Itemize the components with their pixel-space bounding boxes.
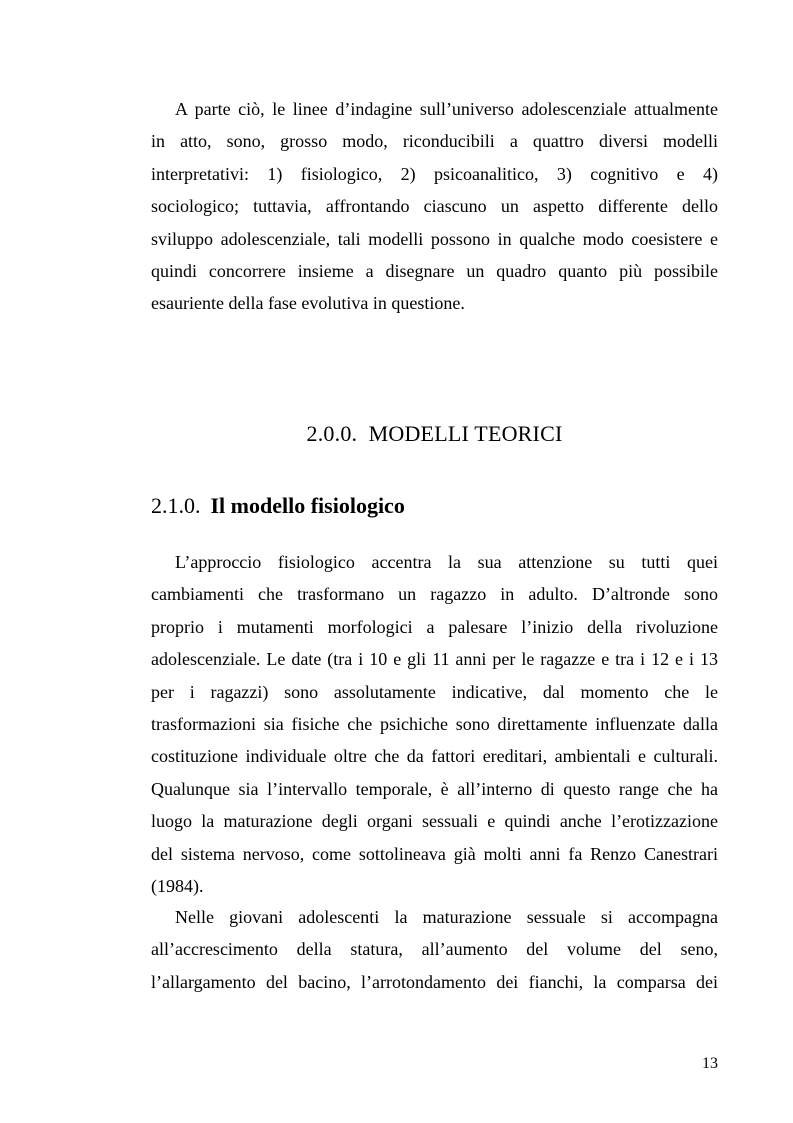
text-line: sviluppo adolescenziale, tali modelli possono in qualche modo coesistere e: [151, 228, 718, 249]
text-line: L’approccio fisiologico accentra la sua attenzione su tutti quei: [175, 552, 718, 572]
text-line: A parte ciò, le linee d’indagine sull’universo adolescenziale attualmente: [175, 99, 718, 119]
text-line: quindi concorrere insieme a disegnare un quadro quanto più possibile: [151, 260, 718, 281]
text-line: luogo la maturazione degli organi sessuali e quindi anche l’erotizzazione: [151, 811, 718, 832]
text-line: sociologico; tuttavia, affrontando ciascuno un aspetto differente dello: [151, 196, 718, 217]
text-line: l’allargamento del bacino, l’arrotondamento dei fianchi, la comparsa dei: [151, 971, 718, 992]
text-line: proprio i mutamenti morfologici a palesare l’inizio della rivoluzione: [151, 616, 718, 637]
chapter-title: MODELLI TEORICI: [368, 421, 563, 446]
text-line: interpretativi: 1) fisiologico, 2) psicoanalitico, 3) cognitivo e 4): [151, 163, 718, 184]
text-line: cambiamenti che trasformano un ragazzo in adulto. D’altronde sono: [151, 584, 718, 605]
section-number: 2.1.0.: [151, 493, 201, 518]
chapter-heading: [151, 418, 718, 450]
chapter-number: 2.0.0.: [306, 421, 358, 446]
text-line: adolescenziale. Le date (tra i 10 e gli 11 anni per le ragazze e tra i 12 e i 13: [151, 649, 718, 670]
section-title: Il modello fisiologico: [210, 493, 405, 518]
text-line: Qualunque sia l’intervallo temporale, è all’interno di questo range che ha: [151, 778, 718, 799]
paragraph-female-maturation: [151, 901, 718, 998]
text-line: all’accrescimento della statura, all’aumento del volume del seno,: [151, 939, 718, 960]
text-line: esauriente della fase evolutiva in questione.: [151, 293, 465, 314]
text-line: del sistema nervoso, come sottolineava già molti anni fa Renzo Canestrari: [151, 843, 718, 864]
paragraph-intro: [151, 93, 718, 320]
text-line: costituzione individuale oltre che da fattori ereditari, ambientali e culturali.: [151, 746, 718, 767]
text-line: trasformazioni sia fisiche che psichiche sono direttamente influenzate dalla: [151, 713, 718, 734]
text-line: Nelle giovani adolescenti la maturazione sessuale si accompagna: [175, 907, 718, 927]
paragraph-physiological: [151, 546, 718, 902]
page-number: 13: [702, 1055, 718, 1072]
text-line: (1984).: [151, 875, 204, 896]
text-line: per i ragazzi) sono assolutamente indicative, dal momento che le: [151, 681, 718, 702]
text-line: in atto, sono, grosso modo, riconducibili a quattro diversi modelli: [151, 131, 718, 152]
section-heading: [151, 490, 405, 522]
